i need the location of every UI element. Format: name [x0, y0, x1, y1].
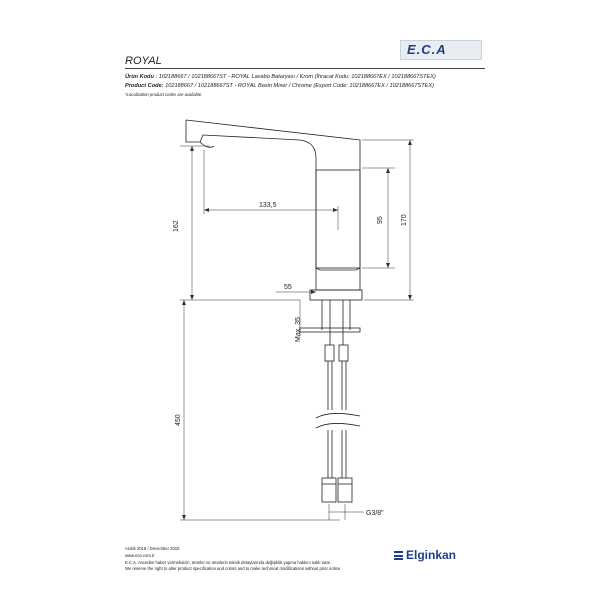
eca-logo-text: E.C.A [407, 42, 447, 57]
product-code-en-label: Product Code: [125, 83, 164, 89]
dim-450-label: 450 [175, 414, 182, 426]
spout-outline [186, 120, 360, 168]
elginkan-brand: Elginkan [406, 548, 457, 562]
footer-date: Aralık 2018 / December 2018 [125, 546, 180, 551]
product-code-tr-value: : 102188667 / 102188667ST - ROYAL Lavabo Bataryası / Krom (İhracat Kodu: 102188667EX / 102188667STEX) [155, 74, 436, 80]
base-ring [310, 290, 362, 300]
localization-note: *Localization product codes are available. [125, 92, 203, 97]
product-title: ROYAL [125, 55, 162, 67]
break-line-top [316, 413, 360, 418]
hose-fitting-right-lower [338, 478, 352, 502]
dim-133-label: 133,5 [259, 202, 277, 209]
elginkan-logo-icon [394, 551, 403, 560]
footer-tr-notice: E.C.A. önceden haber vermeksizin, ürünler ve ürünlerin teknik detaylarında değişiklik yapma hakkını saklı tutar. [125, 560, 331, 565]
product-code-tr-label: Ürün Kodu [125, 74, 154, 80]
hose-fitting-left-lower [322, 478, 336, 502]
dim-55-label: 55 [284, 284, 292, 291]
break-line-bottom [316, 423, 360, 428]
aerator-outline [200, 142, 214, 147]
footer-url: www.eca.com.tr [125, 553, 155, 558]
hose-fitting-left-upper [325, 345, 334, 361]
dim-max35-label: Max. 35 [295, 317, 302, 342]
dim-95-label: 95 [377, 216, 384, 224]
dim-g38-label: G3/8" [366, 510, 384, 517]
footer-en-notice: We reserve the right to alter product specification and colors and to make technical modifications without prior notice. [125, 566, 342, 571]
spout-underside [186, 120, 316, 290]
dim-170-label: 170 [401, 214, 408, 226]
dim-162-label: 162 [173, 220, 180, 232]
product-code-en-value: 102188667 / 102188667ST - ROYAL Basin Mixer / Chrome (Export Code: 102188667EX / 102188667STEX) [165, 83, 434, 89]
hose-fitting-right-upper [339, 345, 348, 361]
